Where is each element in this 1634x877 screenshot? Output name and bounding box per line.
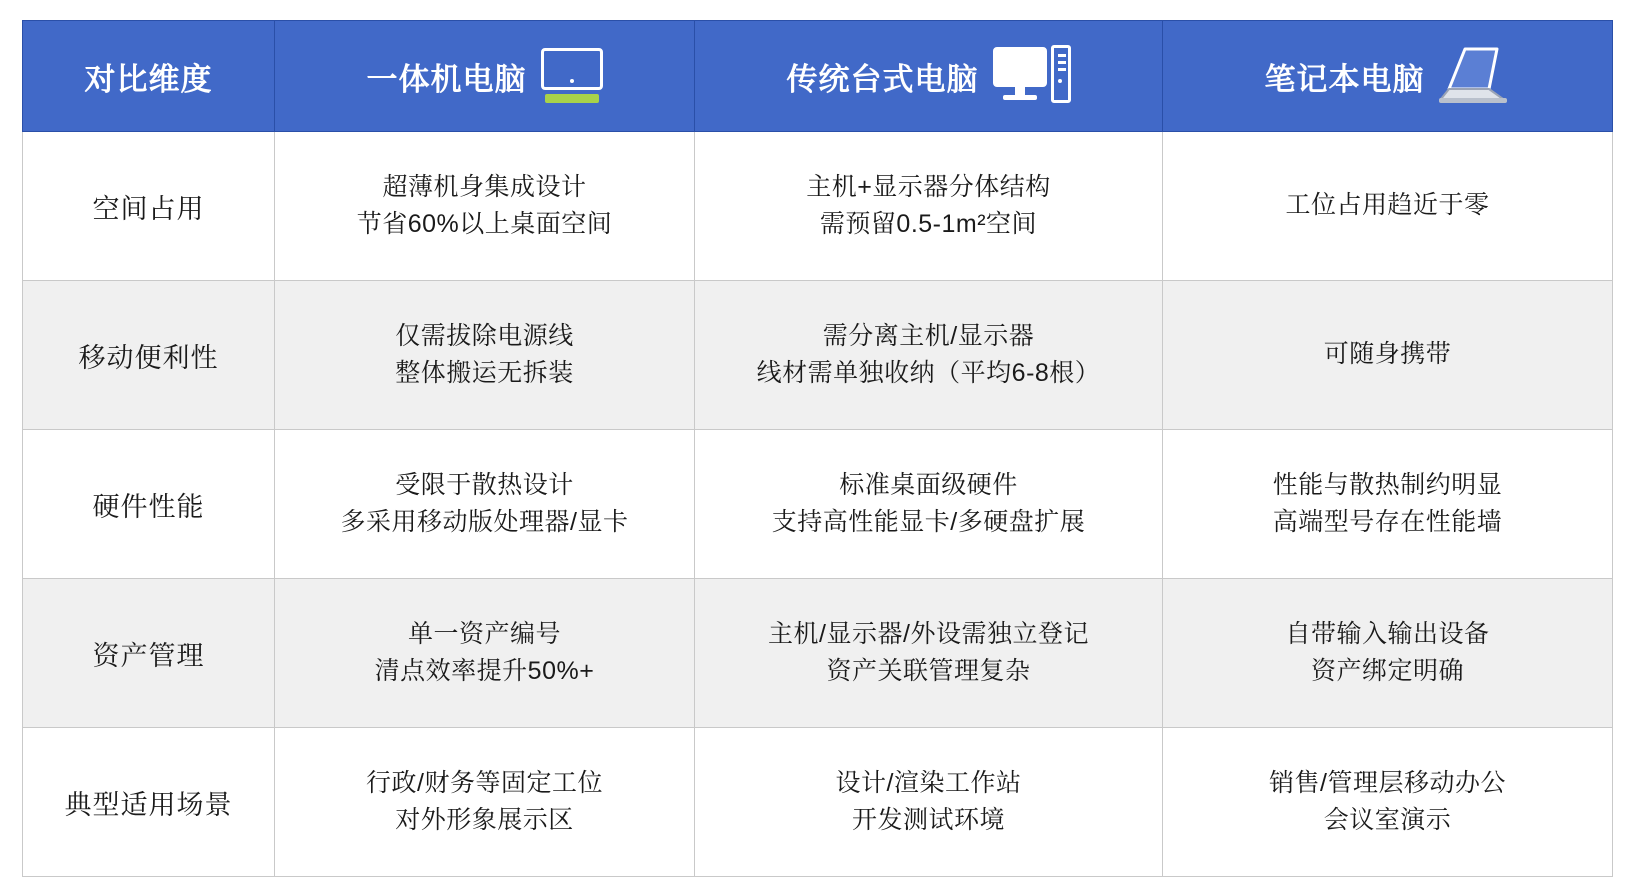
table-row [23, 579, 1613, 728]
cell-line: 会议室演示 [1323, 806, 1452, 834]
cell-line: 受限于散热设计 [395, 470, 574, 499]
row-cell-laptop [1163, 430, 1613, 579]
cell-line: 设计/渲染工作站 [835, 768, 1022, 797]
table-row [23, 281, 1613, 430]
cell-line: 可随身携带 [1323, 340, 1452, 369]
cell-line: 高端型号存在性能墙 [1272, 508, 1503, 536]
row-cell-desktop [695, 132, 1163, 281]
table-body [23, 132, 1613, 877]
row-cell-all-in-one [275, 579, 695, 728]
row-dimension: 资产管理 [23, 579, 275, 728]
row-cell-desktop [695, 579, 1163, 728]
cell-line: 销售/管理层移动办公 [1269, 768, 1506, 797]
header-cell-laptop [1163, 21, 1613, 132]
row-cell-all-in-one [275, 132, 695, 281]
cell-line: 需分离主机/显示器 [822, 321, 1035, 350]
row-cell-all-in-one [275, 430, 695, 579]
cell-line: 主机+显示器分体结构 [806, 172, 1051, 201]
row-cell-all-in-one [275, 728, 695, 877]
row-cell-laptop [1163, 281, 1613, 430]
cell-line: 资产绑定明确 [1310, 657, 1464, 685]
cell-line: 清点效率提升50%+ [374, 657, 595, 685]
table-row [23, 728, 1613, 877]
row-cell-laptop [1163, 579, 1613, 728]
cell-line: 支持高性能显卡/多硬盘扩展 [771, 508, 1086, 536]
row-cell-laptop [1163, 132, 1613, 281]
header-cell-dimension [23, 21, 275, 132]
laptop-icon [1439, 45, 1511, 107]
header-cell-desktop [695, 21, 1163, 132]
cell-line: 仅需拔除电源线 [395, 321, 574, 350]
cell-line: 线材需单独收纳（平均6-8根） [756, 359, 1101, 387]
cell-line: 工位占用趋近于零 [1285, 191, 1490, 220]
row-dimension: 空间占用 [23, 132, 275, 281]
cell-line: 自带输入输出设备 [1285, 619, 1490, 648]
comparison-table [22, 20, 1613, 877]
row-dimension: 硬件性能 [23, 430, 275, 579]
row-dimension: 典型适用场景 [23, 728, 275, 877]
cell-line: 开发测试环境 [851, 806, 1005, 834]
header-row [23, 21, 1613, 132]
cell-line: 多采用移动版处理器/显卡 [340, 508, 629, 536]
cell-line: 主机/显示器/外设需独立登记 [768, 619, 1089, 648]
header-label-desktop: 传统台式电脑 [786, 61, 979, 97]
cell-line: 节省60%以上桌面空间 [356, 210, 613, 238]
row-cell-laptop [1163, 728, 1613, 877]
table-row [23, 132, 1613, 281]
row-cell-desktop [695, 281, 1163, 430]
row-dimension: 移动便利性 [23, 281, 275, 430]
row-cell-desktop [695, 728, 1163, 877]
all-in-one-computer-icon [541, 48, 603, 104]
row-cell-desktop [695, 430, 1163, 579]
cell-line: 单一资产编号 [407, 619, 561, 648]
cell-line: 标准桌面级硬件 [839, 470, 1018, 499]
desktop-tower-icon [993, 45, 1071, 107]
cell-line: 性能与散热制约明显 [1272, 470, 1503, 499]
header-label-laptop: 笔记本电脑 [1264, 61, 1425, 97]
cell-line: 整体搬运无拆装 [395, 359, 574, 387]
header-cell-all-in-one [275, 21, 695, 132]
cell-line: 行政/财务等固定工位 [366, 768, 603, 797]
header-label-dimension: 对比维度 [84, 61, 213, 97]
cell-line: 对外形象展示区 [395, 806, 574, 834]
cell-line: 资产关联管理复杂 [826, 657, 1031, 685]
cell-line: 需预留0.5-1m²空间 [819, 210, 1038, 238]
header-label-all-in-one: 一体机电脑 [366, 61, 527, 97]
cell-line: 超薄机身集成设计 [382, 172, 587, 201]
table-row [23, 430, 1613, 579]
row-cell-all-in-one [275, 281, 695, 430]
table-header [23, 21, 1613, 132]
